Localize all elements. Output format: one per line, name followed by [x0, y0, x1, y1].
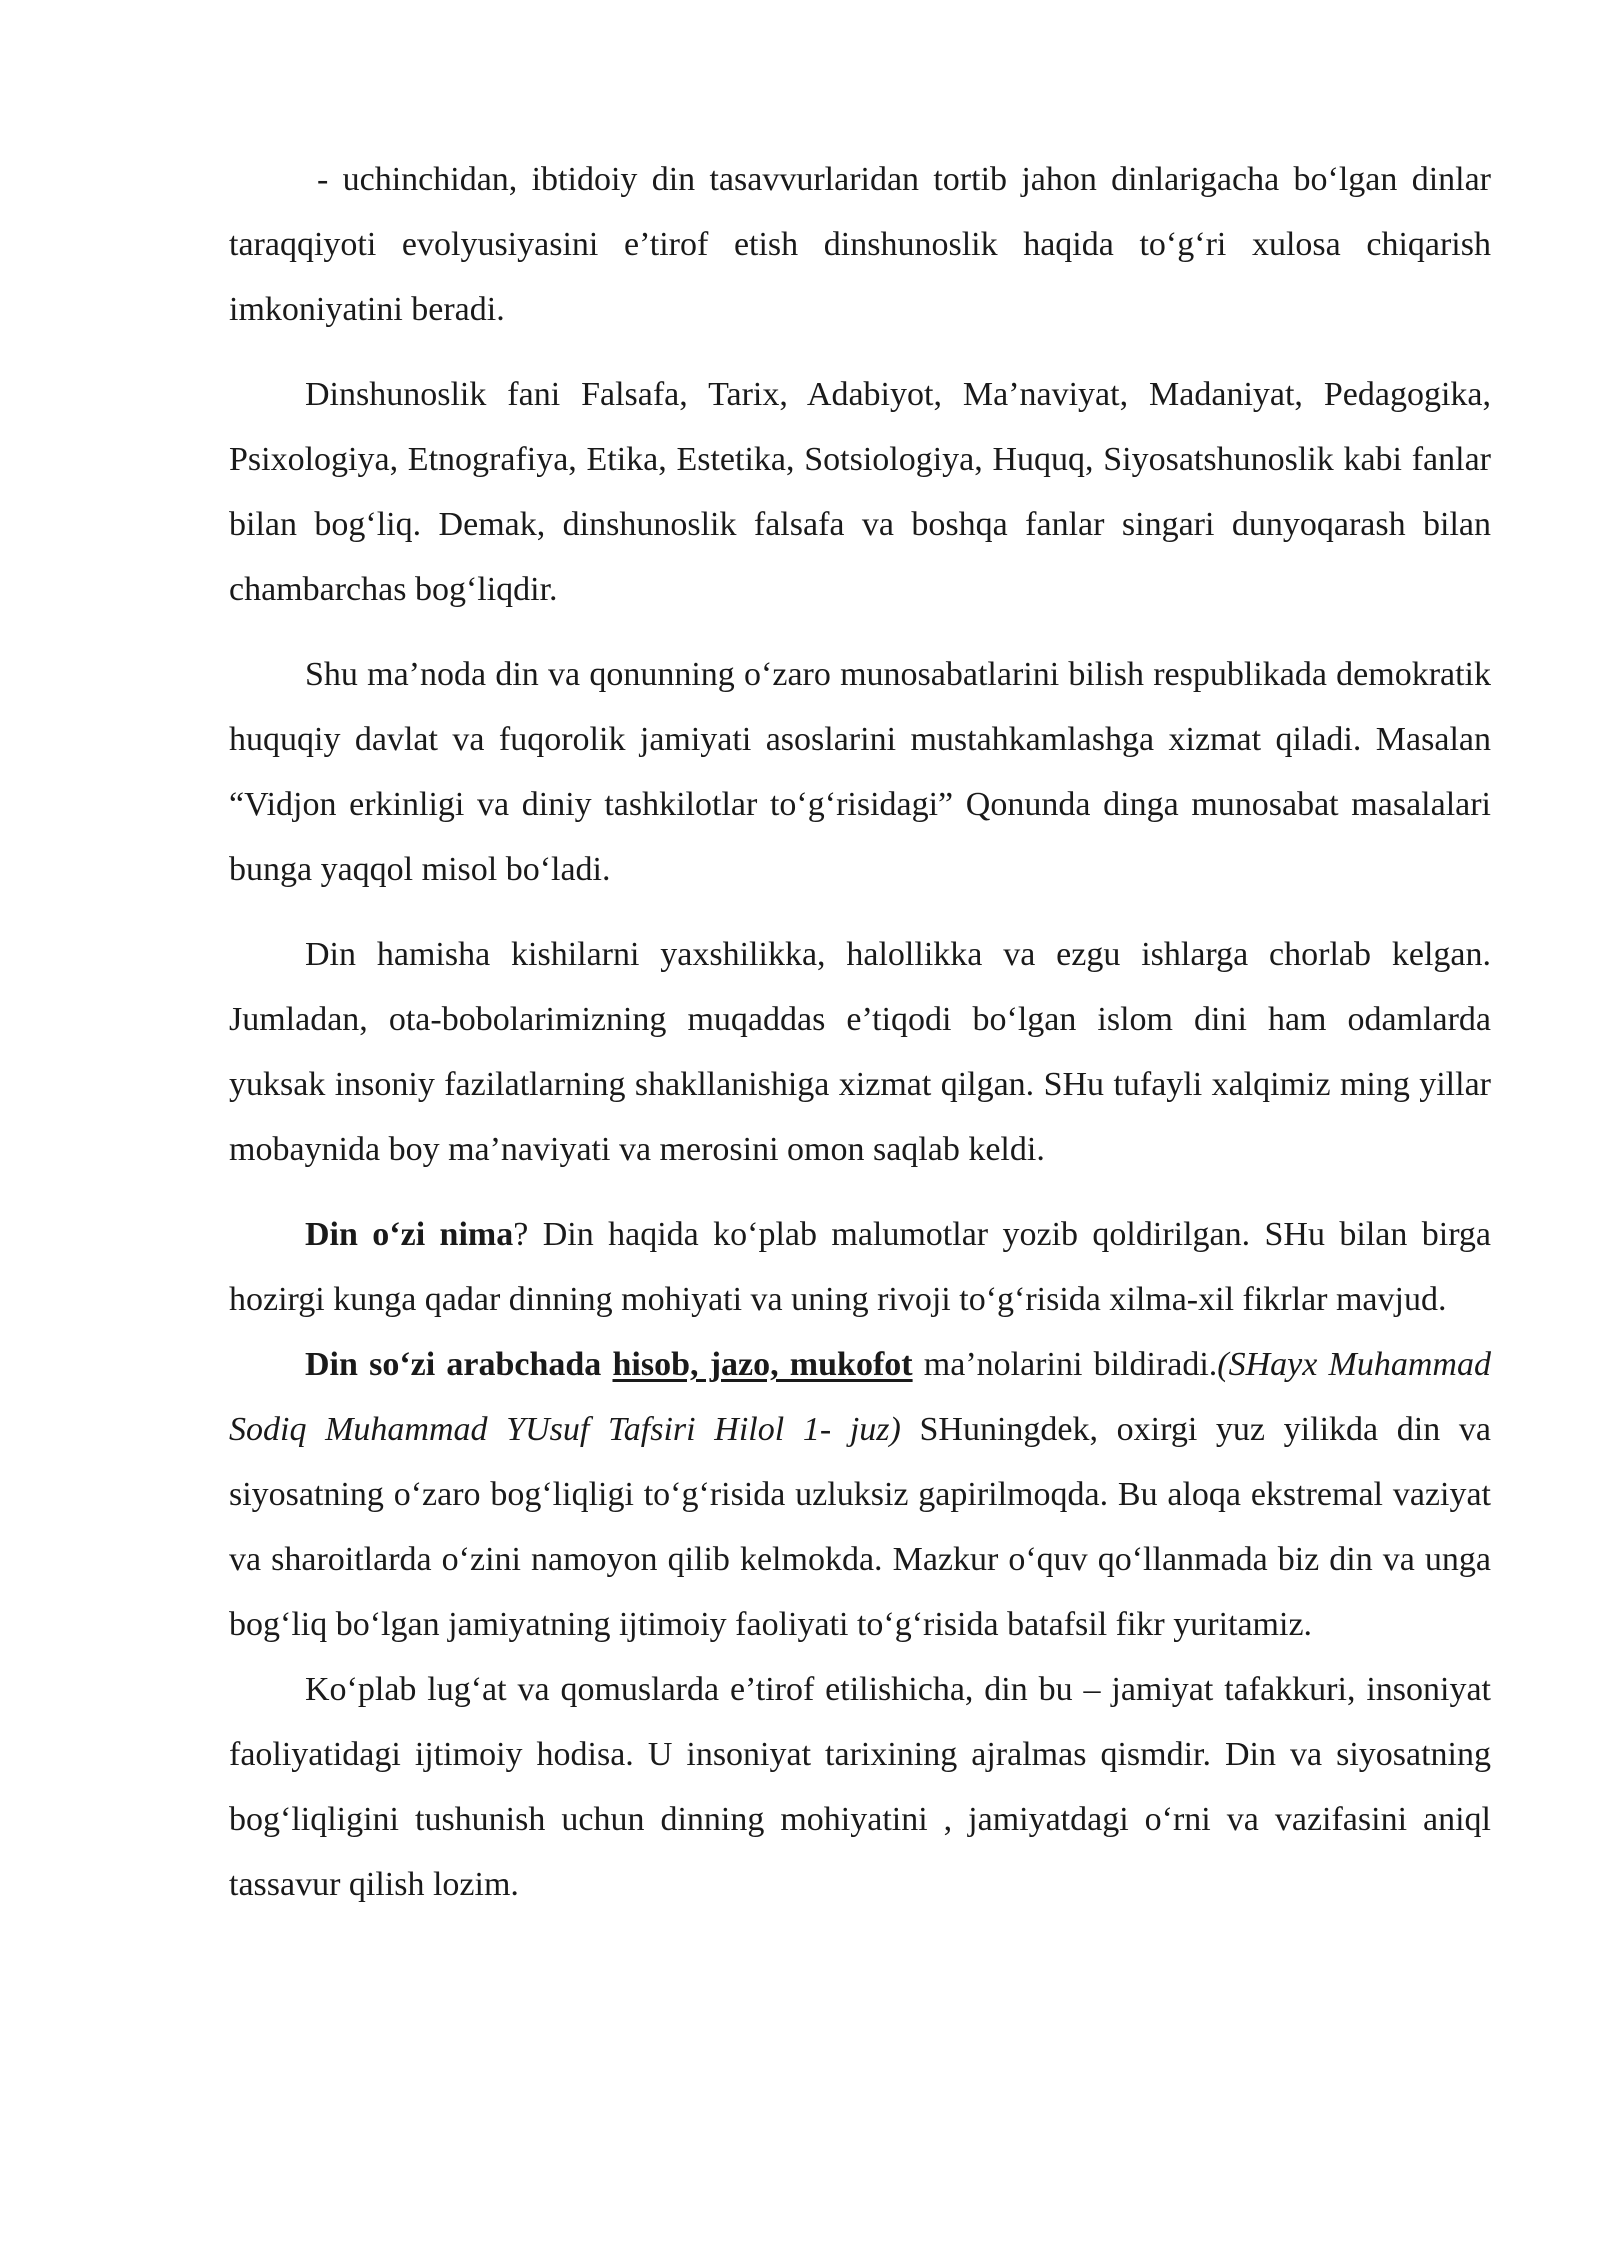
- paragraph-1: - uchinchidan, ibtidoiy din tasavvurlaridan tortib jahon dinlarigacha bo‘lgan dinlar taraqqiyoti evolyusiyasini e’tirof etish dinshunoslik haqida to‘g‘ri xulosa chiqarish imkoniyatini beradi.: [229, 161, 1491, 328]
- paragraph-6: [229, 1332, 1491, 1657]
- paragraph-3: Shu ma’noda din va qonunning o‘zaro munosabatlarini bilish respublikada demokratik huquqiy davlat va fuqorolik jamiyati asoslarini mustahkamlashga xizmat qiladi. Masalan “Vidjon erkinligi va diniy tashkilotlar to‘g‘risidagi” Qonunda dinga munosabat masalalari bunga yaqqol misol bo‘ladi.: [229, 656, 1491, 888]
- question-heading: Din o‘zi nima: [305, 1216, 514, 1253]
- definition-terms: hisob, jazo, mukofot: [612, 1346, 913, 1383]
- paragraph-4: Din hamisha kishilarni yaxshilikka, halollikka va ezgu ishlarga chorlab kelgan. Jumladan, ota-bobolarimizning muqaddas e’tiqodi bo‘lgan islom dini ham odamlarda yuksak insoniy fazilatlarning shakllanishiga xizmat qilgan. SHu tufayli xalqimiz ming yillar mobaynida boy ma’naviyati va merosini omon saqlab keldi.: [229, 936, 1491, 1168]
- citation: (SHayx Muhammad Sodiq Muhammad YUsuf Tafsiri Hilol 1- juz): [229, 1346, 1491, 1448]
- paragraph-7: Ko‘plab lug‘at va qomuslarda e’tirof etilishicha, din bu – jamiyat tafakkuri, insoniyat faoliyatidagi ijtimoiy hodisa. U insoniyat tarixining ajralmas qismdir. Din va siyosatning bog‘liqligini tushunish uchun dinning mohiyatini , jamiyatdagi o‘rni va vazifasini aniql tassavur qilish lozim.: [229, 1671, 1491, 1903]
- paragraph-5-text: ? Din haqida ko‘plab malumotlar yozib qoldirilgan. SHu bilan birga hozirgi kunga qadar dinning mohiyati va uning rivoji to‘g‘risida xilma-xil fikrlar mavjud.: [229, 1216, 1491, 1318]
- paragraph-6-text-1: ma’nolarini bildiradi.: [912, 1346, 1218, 1383]
- paragraph-6-text-2: SHuningdek, oxirgi yuz yilikda din va siyosatning o‘zaro bog‘liqligi to‘g‘risida uzluksiz gapirilmoqda. Bu aloqa ekstremal vaziyat va sharoitlarda o‘zini namoyon qilib kelmokda. Mazkur o‘quv qo‘llanmada biz din va unga bog‘liq bo‘lgan jamiyatning ijtimoiy faoliyati to‘g‘risida batafsil fikr yuritamiz.: [229, 1411, 1491, 1643]
- paragraph-5: [229, 1202, 1491, 1332]
- paragraph-2: Dinshunoslik fani Falsafa, Tarix, Adabiyot, Ma’naviyat, Madaniyat, Pedagogika, Psixologiya, Etnografiya, Etika, Estetika, Sotsiologiya, Huquq, Siyosatshunoslik kabi fanlar bilan bog‘liq. Demak, dinshunoslik falsafa va boshqa fanlar singari dunyoqarash bilan chambarchas bog‘liqdir.: [229, 376, 1491, 608]
- definition-lead: Din so‘zi arabchada: [305, 1346, 613, 1383]
- document-page: [229, 147, 1491, 1917]
